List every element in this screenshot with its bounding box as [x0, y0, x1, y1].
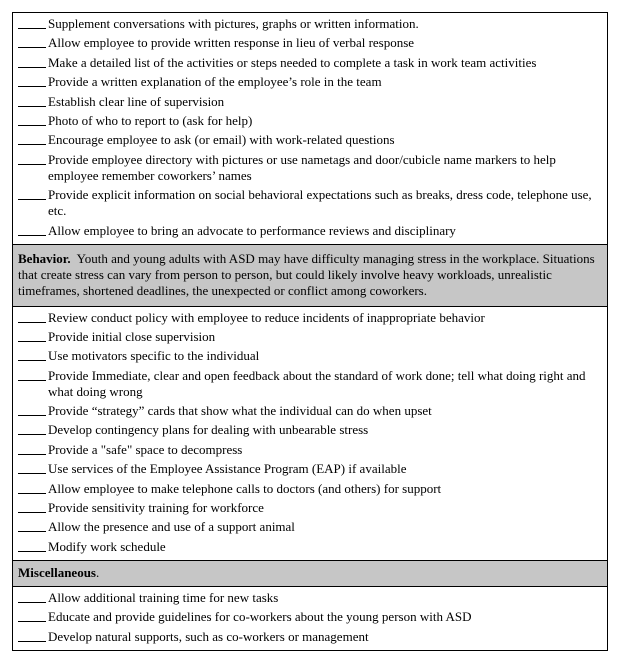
item-text: Use motivators specific to the individual: [48, 348, 260, 364]
item-text: Provide explicit information on social behavioral expectations such as breaks, dress code, telephone use, etc.: [48, 187, 592, 219]
item-text: Develop natural supports, such as co-workers or management: [48, 628, 369, 644]
item-text: Allow employee to provide written response in lieu of verbal response: [48, 35, 415, 51]
checklist-item: [18, 348, 603, 364]
check-blank[interactable]: [18, 187, 46, 200]
check-blank[interactable]: [18, 310, 46, 323]
checklist-item: [18, 74, 603, 90]
check-blank[interactable]: [18, 329, 46, 342]
checklist-item: [18, 368, 603, 400]
check-blank[interactable]: [18, 590, 46, 603]
check-blank[interactable]: [18, 55, 46, 68]
check-blank[interactable]: [18, 461, 46, 474]
checklist-item: [18, 539, 603, 555]
check-blank[interactable]: [18, 223, 46, 236]
behavior-header: [12, 245, 608, 307]
check-blank[interactable]: [18, 500, 46, 513]
check-blank[interactable]: [18, 35, 46, 48]
top-checklist: [13, 13, 607, 244]
checklist-item: [18, 329, 603, 345]
check-blank[interactable]: [18, 74, 46, 87]
item-text: Modify work schedule: [48, 538, 166, 554]
check-blank[interactable]: [18, 539, 46, 552]
behavior-section: [12, 307, 608, 561]
checklist-item: [18, 94, 603, 110]
checklist-item: [18, 629, 603, 645]
checklist-item: [18, 590, 603, 606]
check-blank[interactable]: [18, 16, 46, 29]
item-text: Encourage employee to ask (or email) with work-related questions: [48, 132, 395, 148]
check-blank[interactable]: [18, 348, 46, 361]
item-text: Allow employee to bring an advocate to performance reviews and disciplinary: [48, 222, 456, 238]
item-text: Photo of who to report to (ask for help): [48, 112, 253, 128]
checklist-item: [18, 609, 603, 625]
checklist-item: [18, 422, 603, 438]
item-text: Make a detailed list of the activities or steps needed to complete a task in work team activities: [48, 54, 537, 70]
check-blank[interactable]: [18, 422, 46, 435]
item-text: Provide a "safe" space to decompress: [48, 441, 243, 457]
check-blank[interactable]: [18, 481, 46, 494]
checklist-item: [18, 132, 603, 148]
item-text: Provide sensitivity training for workforce: [48, 500, 264, 516]
item-text: Provide a written explanation of the employee’s role in the team: [48, 74, 382, 90]
check-blank[interactable]: [18, 442, 46, 455]
item-text: Allow additional training time for new tasks: [48, 589, 279, 605]
checklist-item: [18, 461, 603, 477]
check-blank[interactable]: [18, 368, 46, 381]
checklist-item: [18, 152, 603, 184]
checklist-item: [18, 55, 603, 71]
accommodations-checklist: [12, 12, 608, 651]
miscellaneous-header: [12, 561, 608, 587]
check-blank[interactable]: [18, 152, 46, 165]
miscellaneous-title: Miscellaneous: [18, 564, 96, 580]
item-text: Supplement conversations with pictures, graphs or written information.: [48, 16, 419, 31]
item-text: Review conduct policy with employee to reduce incidents of inappropriate behavior: [48, 309, 485, 325]
checklist-item: [18, 442, 603, 458]
top-section: [12, 12, 608, 245]
check-blank[interactable]: [18, 629, 46, 642]
behavior-title: Behavior.: [18, 250, 71, 266]
item-text: Develop contingency plans for dealing with unbearable stress: [48, 422, 369, 438]
item-text: Provide Immediate, clear and open feedback about the standard of work done; tell what doing right and what doing wrong: [48, 367, 586, 399]
checklist-item: [18, 35, 603, 51]
item-text: Use services of the Employee Assistance Program (EAP) if available: [48, 461, 407, 477]
checklist-item: [18, 500, 603, 516]
item-text: Establish clear line of supervision: [48, 93, 225, 109]
checklist-item: [18, 310, 603, 326]
check-blank[interactable]: [18, 403, 46, 416]
item-text: Allow employee to make telephone calls to doctors (and others) for support: [48, 480, 442, 496]
item-text: Provide “strategy” cards that show what the individual can do when upset: [48, 403, 432, 419]
item-text: Educate and provide guidelines for co-workers about the young person with ASD: [48, 609, 472, 625]
behavior-description: Youth and young adults with ASD may have difficulty managing stress in the workplace. Situations that create stress can vary from person to person, but could likely involve heavy workloads, unrealistic timeframes, shortened deadlines, the unexpected or conflict among coworkers.: [18, 250, 595, 298]
checklist-item: [18, 187, 603, 219]
check-blank[interactable]: [18, 519, 46, 532]
check-blank[interactable]: [18, 609, 46, 622]
checklist-item: [18, 481, 603, 497]
check-blank[interactable]: [18, 132, 46, 145]
miscellaneous-title-period: .: [96, 564, 100, 580]
item-text: Provide employee directory with pictures or use nametags and door/cubicle name markers to help employee remember coworkers’ names: [48, 151, 556, 183]
behavior-checklist: [13, 307, 607, 560]
check-blank[interactable]: [18, 94, 46, 107]
checklist-item: [18, 113, 603, 129]
item-text: Provide initial close supervision: [48, 328, 216, 344]
miscellaneous-checklist: [13, 587, 607, 650]
checklist-item: [18, 519, 603, 535]
checklist-item: [18, 16, 603, 32]
item-text: Allow the presence and use of a support animal: [48, 519, 295, 535]
checklist-item: [18, 403, 603, 419]
miscellaneous-section: [12, 587, 608, 651]
checklist-item: [18, 223, 603, 239]
check-blank[interactable]: [18, 113, 46, 126]
